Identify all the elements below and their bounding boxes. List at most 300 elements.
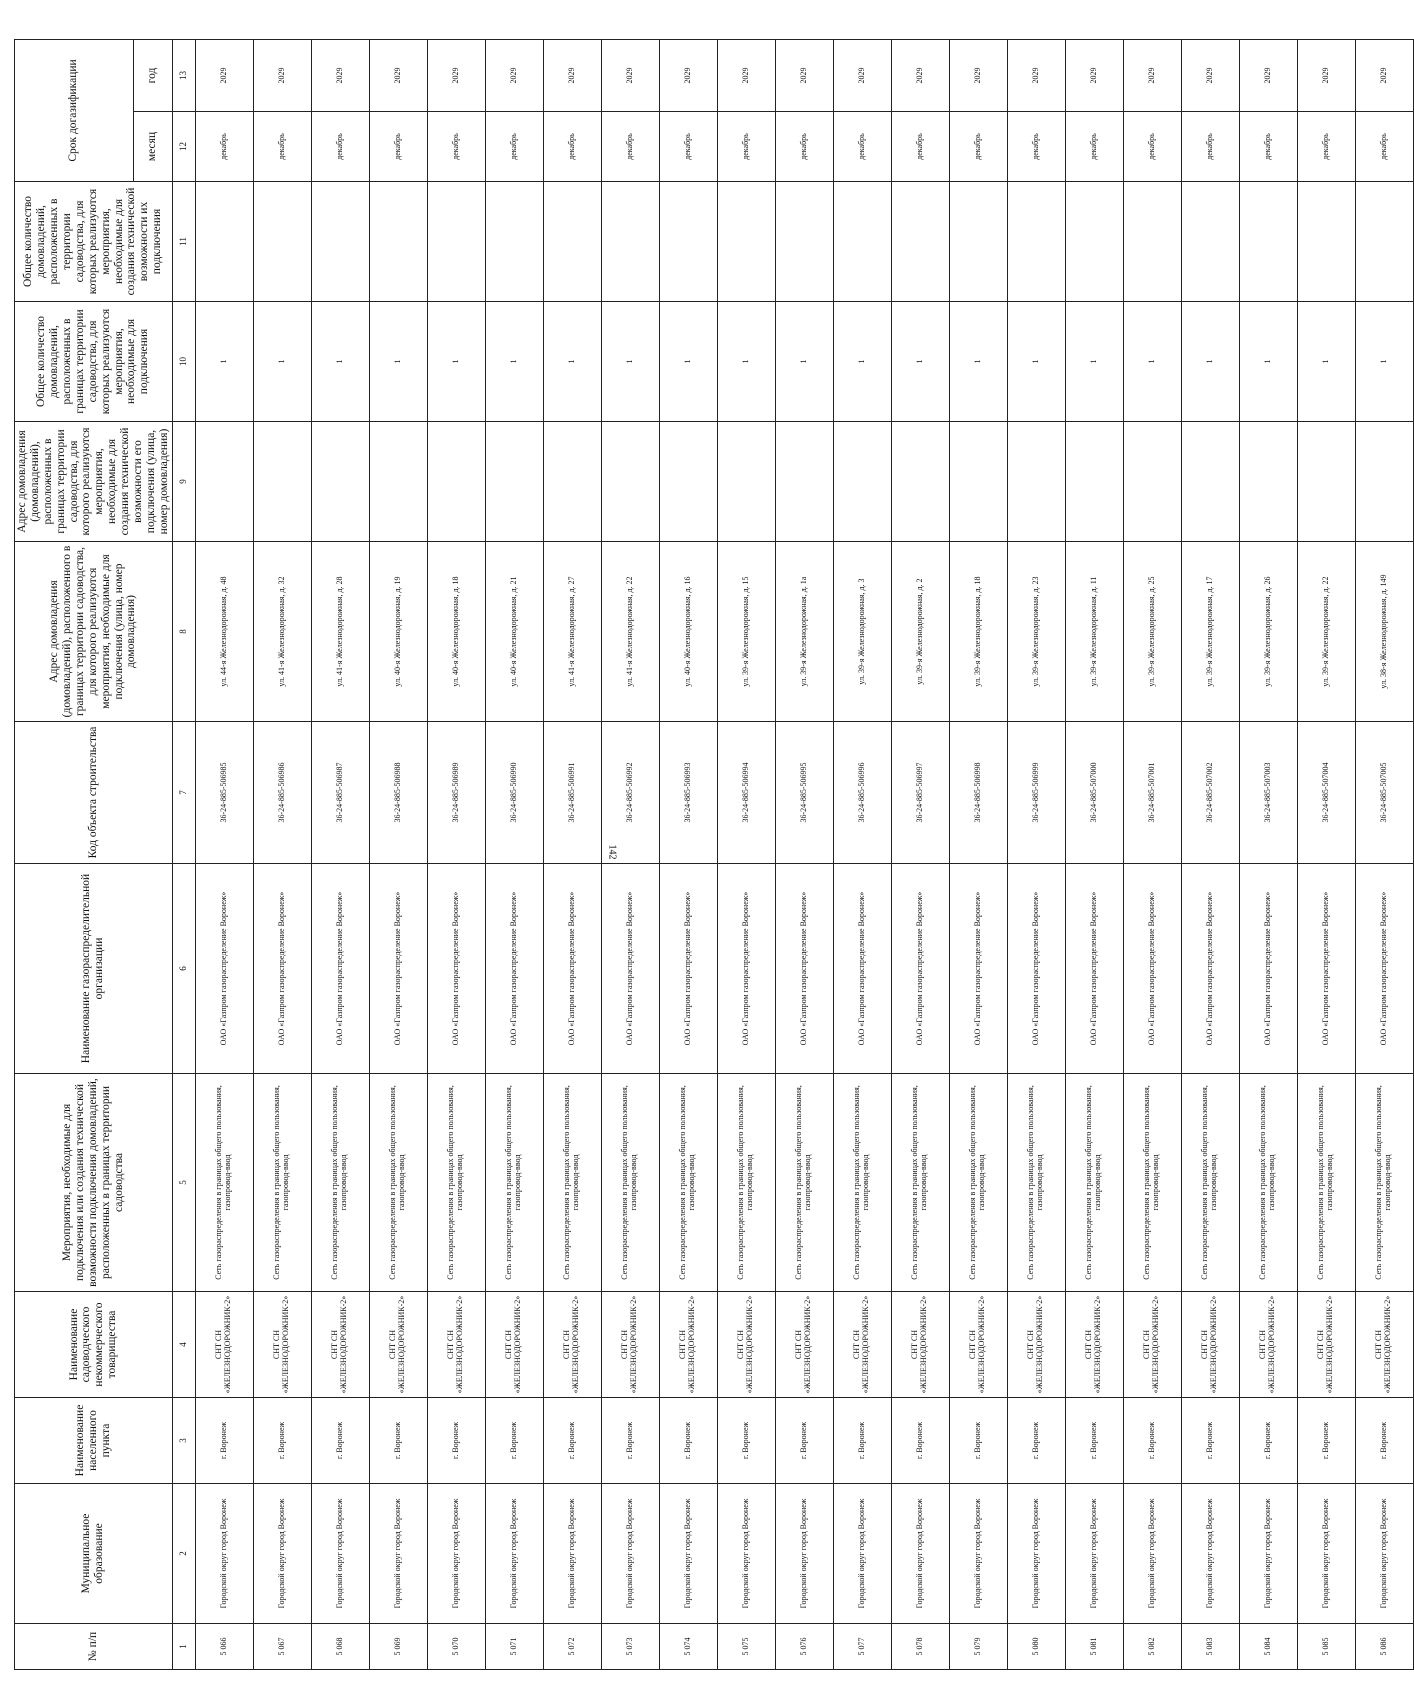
header-cell: Общее количество домовладений, расположенных в территории садоводства, для которых реализуются мероприятия, необходимые для создания технической возможности их подключения	[15, 182, 173, 302]
address-tech-cell	[833, 422, 891, 542]
year-cell: 2029	[1007, 40, 1065, 112]
snt-name-cell: СНТ СН «ЖЕЛЕЗНОДОРОЖНИК-2»	[485, 1292, 543, 1398]
address-tech-cell	[1297, 422, 1355, 542]
settlement-cell: г. Воронеж	[485, 1398, 543, 1484]
object-code-cell: 36-24-885-506989	[427, 722, 485, 864]
settlement-cell: г. Воронеж	[1297, 1398, 1355, 1484]
measure-cell: Сеть газораспределения в границах общего пользования, газопровод-ввод	[1297, 1074, 1355, 1292]
object-code-cell: 36-24-885-507004	[1297, 722, 1355, 864]
count-tech-cell	[833, 182, 891, 302]
municipality-cell: Городской округ город Воронеж	[543, 1484, 601, 1624]
row-number: 5 079	[949, 1624, 1007, 1670]
header-cell: Адрес домовладения (домовладений), расположенного в границах территории садоводства, для которого реализуются мероприятия, необходимые для подключения (улица, номер домовладения)	[15, 542, 173, 722]
month-cell: декабрь	[717, 112, 775, 182]
snt-name-cell: СНТ СН «ЖЕЛЕЗНОДОРОЖНИК-2»	[1355, 1292, 1413, 1398]
municipality-cell: Городской округ город Воронеж	[1239, 1484, 1297, 1624]
municipality-cell: Городской округ город Воронеж	[1007, 1484, 1065, 1624]
count-tech-cell	[1239, 182, 1297, 302]
measure-cell: Сеть газораспределения в границах общего пользования, газопровод-ввод	[1181, 1074, 1239, 1292]
header-cell: Общее количество домовладений, расположенных в границах территории садоводства, для которых реализуются мероприятия, необходимые для подключения	[15, 302, 173, 422]
year-cell: 2029	[601, 40, 659, 112]
table-row	[543, 40, 601, 1670]
snt-name-cell: СНТ СН «ЖЕЛЕЗНОДОРОЖНИК-2»	[1065, 1292, 1123, 1398]
gas-org-cell: ОАО «Газпром газораспределение Воронеж»	[775, 864, 833, 1074]
gas-org-cell: ОАО «Газпром газораспределение Воронеж»	[1007, 864, 1065, 1074]
municipality-cell: Городской округ город Воронеж	[485, 1484, 543, 1624]
snt-name-cell: СНТ СН «ЖЕЛЕЗНОДОРОЖНИК-2»	[311, 1292, 369, 1398]
snt-name-cell: СНТ СН «ЖЕЛЕЗНОДОРОЖНИК-2»	[601, 1292, 659, 1398]
month-cell: декабрь	[1065, 112, 1123, 182]
header-cell: Наименование газораспределительной организации	[15, 864, 173, 1074]
column-number: 3	[172, 1398, 195, 1484]
year-cell: 2029	[1065, 40, 1123, 112]
column-number: 6	[172, 864, 195, 1074]
settlement-cell: г. Воронеж	[717, 1398, 775, 1484]
header-cell: Мероприятия, необходимые для подключения или создания технической возможности подключения домовладений, расположенных в границах территории садоводства	[15, 1074, 173, 1292]
address-cell: ул. 38-я Железнодорожная, д. 149	[1355, 542, 1413, 722]
object-code-cell: 36-24-885-507005	[1355, 722, 1413, 864]
snt-name-cell: СНТ СН «ЖЕЛЕЗНОДОРОЖНИК-2»	[775, 1292, 833, 1398]
count-tech-cell	[195, 182, 253, 302]
measure-cell: Сеть газораспределения в границах общего пользования, газопровод-ввод	[775, 1074, 833, 1292]
object-code-cell: 36-24-885-506999	[1007, 722, 1065, 864]
gas-org-cell: ОАО «Газпром газораспределение Воронеж»	[1355, 864, 1413, 1074]
settlement-cell: г. Воронеж	[311, 1398, 369, 1484]
municipality-cell: Городской округ город Воронеж	[775, 1484, 833, 1624]
address-tech-cell	[1007, 422, 1065, 542]
municipality-cell: Городской округ город Воронеж	[1181, 1484, 1239, 1624]
settlement-cell: г. Воронеж	[427, 1398, 485, 1484]
settlement-cell: г. Воронеж	[1239, 1398, 1297, 1484]
year-cell: 2029	[311, 40, 369, 112]
month-cell: декабрь	[891, 112, 949, 182]
year-cell: 2029	[1355, 40, 1413, 112]
address-cell: ул. 40-я Железнодорожная, д. 21	[485, 542, 543, 722]
year-cell: 2029	[543, 40, 601, 112]
row-number: 5 072	[543, 1624, 601, 1670]
address-tech-cell	[775, 422, 833, 542]
municipality-cell: Городской округ город Воронеж	[369, 1484, 427, 1624]
month-cell: декабрь	[1123, 112, 1181, 182]
gas-org-cell: ОАО «Газпром газораспределение Воронеж»	[659, 864, 717, 1074]
row-number: 5 080	[1007, 1624, 1065, 1670]
object-code-cell: 36-24-885-506998	[949, 722, 1007, 864]
object-code-cell: 36-24-885-506991	[543, 722, 601, 864]
measure-cell: Сеть газораспределения в границах общего пользования, газопровод-ввод	[1065, 1074, 1123, 1292]
count-connection-cell: 1	[717, 302, 775, 422]
count-connection-cell: 1	[1239, 302, 1297, 422]
settlement-cell: г. Воронеж	[543, 1398, 601, 1484]
address-cell: ул. 40-я Железнодорожная, д. 18	[427, 542, 485, 722]
snt-name-cell: СНТ СН «ЖЕЛЕЗНОДОРОЖНИК-2»	[427, 1292, 485, 1398]
row-number: 5 067	[253, 1624, 311, 1670]
gas-org-cell: ОАО «Газпром газораспределение Воронеж»	[1065, 864, 1123, 1074]
settlement-cell: г. Воронеж	[253, 1398, 311, 1484]
month-cell: декабрь	[949, 112, 1007, 182]
table-row	[833, 40, 891, 1670]
object-code-cell: 36-24-885-506994	[717, 722, 775, 864]
snt-name-cell: СНТ СН «ЖЕЛЕЗНОДОРОЖНИК-2»	[1007, 1292, 1065, 1398]
row-number: 5 086	[1355, 1624, 1413, 1670]
snt-name-cell: СНТ СН «ЖЕЛЕЗНОДОРОЖНИК-2»	[833, 1292, 891, 1398]
object-code-cell: 36-24-885-506987	[311, 722, 369, 864]
address-tech-cell	[601, 422, 659, 542]
measure-cell: Сеть газораспределения в границах общего пользования, газопровод-ввод	[485, 1074, 543, 1292]
table-row	[891, 40, 949, 1670]
month-cell: декабрь	[775, 112, 833, 182]
row-number: 5 071	[485, 1624, 543, 1670]
row-number: 5 068	[311, 1624, 369, 1670]
column-number: 5	[172, 1074, 195, 1292]
snt-name-cell: СНТ СН «ЖЕЛЕЗНОДОРОЖНИК-2»	[1297, 1292, 1355, 1398]
count-tech-cell	[1181, 182, 1239, 302]
settlement-cell: г. Воронеж	[1065, 1398, 1123, 1484]
settlement-cell: г. Воронеж	[1123, 1398, 1181, 1484]
count-tech-cell	[427, 182, 485, 302]
count-connection-cell: 1	[601, 302, 659, 422]
row-number: 5 074	[659, 1624, 717, 1670]
address-cell: ул. 39-я Железнодорожная, д. 11	[1065, 542, 1123, 722]
row-number: 5 075	[717, 1624, 775, 1670]
object-code-cell: 36-24-885-506995	[775, 722, 833, 864]
municipality-cell: Городской округ город Воронеж	[659, 1484, 717, 1624]
month-cell: декабрь	[427, 112, 485, 182]
municipality-cell: Городской округ город Воронеж	[949, 1484, 1007, 1624]
municipality-cell: Городской округ город Воронеж	[195, 1484, 253, 1624]
settlement-cell: г. Воронеж	[949, 1398, 1007, 1484]
table-row	[1007, 40, 1065, 1670]
settlement-cell: г. Воронеж	[775, 1398, 833, 1484]
measure-cell: Сеть газораспределения в границах общего пользования, газопровод-ввод	[427, 1074, 485, 1292]
address-cell: ул. 39-я Железнодорожная, д. 2	[891, 542, 949, 722]
measure-cell: Сеть газораспределения в границах общего пользования, газопровод-ввод	[891, 1074, 949, 1292]
table-row	[1181, 40, 1239, 1670]
address-cell: ул. 40-я Железнодорожная, д. 16	[659, 542, 717, 722]
municipality-cell: Городской округ город Воронеж	[1297, 1484, 1355, 1624]
object-code-cell: 36-24-885-506997	[891, 722, 949, 864]
table-row	[775, 40, 833, 1670]
gas-org-cell: ОАО «Газпром газораспределение Воронеж»	[717, 864, 775, 1074]
object-code-cell: 36-24-885-506993	[659, 722, 717, 864]
month-cell: декабрь	[833, 112, 891, 182]
measure-cell: Сеть газораспределения в границах общего пользования, газопровод-ввод	[717, 1074, 775, 1292]
snt-name-cell: СНТ СН «ЖЕЛЕЗНОДОРОЖНИК-2»	[369, 1292, 427, 1398]
address-cell: ул. 41-я Железнодорожная, д. 32	[253, 542, 311, 722]
row-number: 5 076	[775, 1624, 833, 1670]
municipality-cell: Городской округ город Воронеж	[427, 1484, 485, 1624]
count-tech-cell	[1065, 182, 1123, 302]
table-row	[427, 40, 485, 1670]
object-code-cell: 36-24-885-507003	[1239, 722, 1297, 864]
object-code-cell: 36-24-885-507000	[1065, 722, 1123, 864]
month-cell: декабрь	[369, 112, 427, 182]
month-cell: декабрь	[1181, 112, 1239, 182]
year-cell: 2029	[427, 40, 485, 112]
settlement-cell: г. Воронеж	[601, 1398, 659, 1484]
snt-name-cell: СНТ СН «ЖЕЛЕЗНОДОРОЖНИК-2»	[659, 1292, 717, 1398]
count-connection-cell: 1	[543, 302, 601, 422]
column-number: 8	[172, 542, 195, 722]
gas-org-cell: ОАО «Газпром газораспределение Воронеж»	[485, 864, 543, 1074]
address-cell: ул. 41-я Железнодорожная, д. 28	[311, 542, 369, 722]
measure-cell: Сеть газораспределения в границах общего пользования, газопровод-ввод	[1355, 1074, 1413, 1292]
row-number: 5 066	[195, 1624, 253, 1670]
year-cell: 2029	[253, 40, 311, 112]
address-tech-cell	[1181, 422, 1239, 542]
month-cell: декабрь	[253, 112, 311, 182]
column-number-row	[172, 40, 195, 1670]
gas-org-cell: ОАО «Газпром газораспределение Воронеж»	[369, 864, 427, 1074]
count-tech-cell	[1297, 182, 1355, 302]
gas-org-cell: ОАО «Газпром газораспределение Воронеж»	[1297, 864, 1355, 1074]
header-cell: Муниципальное образование	[15, 1484, 173, 1624]
table-row	[659, 40, 717, 1670]
measure-cell: Сеть газораспределения в границах общего пользования, газопровод-ввод	[311, 1074, 369, 1292]
count-connection-cell: 1	[1065, 302, 1123, 422]
row-number: 5 077	[833, 1624, 891, 1670]
municipality-cell: Городской округ город Воронеж	[1123, 1484, 1181, 1624]
count-connection-cell: 1	[369, 302, 427, 422]
count-connection-cell: 1	[427, 302, 485, 422]
year-cell: 2029	[833, 40, 891, 112]
table-row	[949, 40, 1007, 1670]
table-row	[1065, 40, 1123, 1670]
gas-org-cell: ОАО «Газпром газораспределение Воронеж»	[1123, 864, 1181, 1074]
column-number: 13	[172, 40, 195, 112]
row-number: 5 082	[1123, 1624, 1181, 1670]
snt-name-cell: СНТ СН «ЖЕЛЕЗНОДОРОЖНИК-2»	[717, 1292, 775, 1398]
gas-org-cell: ОАО «Газпром газораспределение Воронеж»	[311, 864, 369, 1074]
municipality-cell: Городской округ город Воронеж	[891, 1484, 949, 1624]
table-row	[311, 40, 369, 1670]
object-code-cell: 36-24-885-506996	[833, 722, 891, 864]
snt-name-cell: СНТ СН «ЖЕЛЕЗНОДОРОЖНИК-2»	[253, 1292, 311, 1398]
gas-org-cell: ОАО «Газпром газораспределение Воронеж»	[891, 864, 949, 1074]
table-row	[485, 40, 543, 1670]
header-cell: Адрес домовладения (домовладений), расположенных в границах территории садоводства, для которого реализуются мероприятия, необходимые для создания технической возможности его подключения (улица, номер домовладения)	[15, 422, 173, 542]
header-cell: № п/п	[15, 1624, 173, 1670]
measure-cell: Сеть газораспределения в границах общего пользования, газопровод-ввод	[833, 1074, 891, 1292]
object-code-cell: 36-24-885-506988	[369, 722, 427, 864]
month-cell: декабрь	[543, 112, 601, 182]
snt-name-cell: СНТ СН «ЖЕЛЕЗНОДОРОЖНИК-2»	[1123, 1292, 1181, 1398]
table-row	[717, 40, 775, 1670]
municipality-cell: Городской округ город Воронеж	[1065, 1484, 1123, 1624]
measure-cell: Сеть газораспределения в границах общего пользования, газопровод-ввод	[195, 1074, 253, 1292]
address-tech-cell	[1239, 422, 1297, 542]
address-cell: ул. 39-я Железнодорожная, д. 18	[949, 542, 1007, 722]
address-tech-cell	[1065, 422, 1123, 542]
column-number: 9	[172, 422, 195, 542]
address-tech-cell	[891, 422, 949, 542]
count-tech-cell	[1123, 182, 1181, 302]
gas-org-cell: ОАО «Газпром газораспределение Воронеж»	[1181, 864, 1239, 1074]
municipality-cell: Городской округ город Воронеж	[601, 1484, 659, 1624]
address-tech-cell	[717, 422, 775, 542]
count-connection-cell: 1	[253, 302, 311, 422]
table-row	[369, 40, 427, 1670]
month-cell: декабрь	[1007, 112, 1065, 182]
header-cell: Наименование садоводческого некоммерческого товарищества	[15, 1292, 173, 1398]
object-code-cell: 36-24-885-506992	[601, 722, 659, 864]
column-number: 7	[172, 722, 195, 864]
address-tech-cell	[427, 422, 485, 542]
address-tech-cell	[659, 422, 717, 542]
count-connection-cell: 1	[1297, 302, 1355, 422]
municipality-cell: Городской округ город Воронеж	[311, 1484, 369, 1624]
object-code-cell: 36-24-885-506986	[253, 722, 311, 864]
header-cell: Код объекта строительства	[15, 722, 173, 864]
count-tech-cell	[485, 182, 543, 302]
count-connection-cell: 1	[891, 302, 949, 422]
address-cell: ул. 39-я Железнодорожная, д. 23	[1007, 542, 1065, 722]
page-number: 142	[606, 844, 618, 860]
address-cell: ул. 39-я Железнодорожная, д. 15	[717, 542, 775, 722]
row-number: 5 085	[1297, 1624, 1355, 1670]
settlement-cell: г. Воронеж	[833, 1398, 891, 1484]
address-tech-cell	[369, 422, 427, 542]
row-number: 5 083	[1181, 1624, 1239, 1670]
column-number: 1	[172, 1624, 195, 1670]
table-row	[1123, 40, 1181, 1670]
header-cell: Наименование населенного пункта	[15, 1398, 173, 1484]
count-connection-cell: 1	[949, 302, 1007, 422]
year-cell: 2029	[369, 40, 427, 112]
object-code-cell: 36-24-885-507001	[1123, 722, 1181, 864]
count-tech-cell	[311, 182, 369, 302]
year-cell: 2029	[891, 40, 949, 112]
row-number: 5 069	[369, 1624, 427, 1670]
municipality-cell: Городской округ город Воронеж	[253, 1484, 311, 1624]
measure-cell: Сеть газораспределения в границах общего пользования, газопровод-ввод	[659, 1074, 717, 1292]
gas-org-cell: ОАО «Газпром газораспределение Воронеж»	[427, 864, 485, 1074]
count-tech-cell	[891, 182, 949, 302]
address-cell: ул. 39-я Железнодорожная, д. 25	[1123, 542, 1181, 722]
row-number: 5 070	[427, 1624, 485, 1670]
municipality-cell: Городской округ город Воронеж	[833, 1484, 891, 1624]
gas-org-cell: ОАО «Газпром газораспределение Воронеж»	[949, 864, 1007, 1074]
address-cell: ул. 39-я Железнодорожная, д. 3	[833, 542, 891, 722]
year-cell: 2029	[195, 40, 253, 112]
month-cell: декабрь	[311, 112, 369, 182]
settlement-cell: г. Воронеж	[659, 1398, 717, 1484]
settlement-cell: г. Воронеж	[1181, 1398, 1239, 1484]
settlement-cell: г. Воронеж	[891, 1398, 949, 1484]
measure-cell: Сеть газораспределения в границах общего пользования, газопровод-ввод	[1239, 1074, 1297, 1292]
year-cell: 2029	[1297, 40, 1355, 112]
header-cell: год	[133, 40, 172, 112]
address-cell: ул. 41-я Железнодорожная, д. 27	[543, 542, 601, 722]
gas-org-cell: ОАО «Газпром газораспределение Воронеж»	[543, 864, 601, 1074]
address-cell: ул. 39-я Железнодорожная, д. 22	[1297, 542, 1355, 722]
table-row	[1239, 40, 1297, 1670]
address-cell: ул. 44-я Железнодорожная, д. 48	[195, 542, 253, 722]
year-cell: 2029	[1123, 40, 1181, 112]
month-cell: декабрь	[485, 112, 543, 182]
snt-name-cell: СНТ СН «ЖЕЛЕЗНОДОРОЖНИК-2»	[949, 1292, 1007, 1398]
year-cell: 2029	[775, 40, 833, 112]
count-connection-cell: 1	[1123, 302, 1181, 422]
address-tech-cell	[1355, 422, 1413, 542]
year-cell: 2029	[949, 40, 1007, 112]
gas-org-cell: ОАО «Газпром газораспределение Воронеж»	[195, 864, 253, 1074]
address-cell: ул. 39-я Железнодорожная, д. 17	[1181, 542, 1239, 722]
gas-org-cell: ОАО «Газпром газораспределение Воронеж»	[1239, 864, 1297, 1074]
row-number: 5 073	[601, 1624, 659, 1670]
month-cell: декабрь	[601, 112, 659, 182]
count-tech-cell	[1007, 182, 1065, 302]
table-row	[1355, 40, 1413, 1670]
gas-org-cell: ОАО «Газпром газораспределение Воронеж»	[833, 864, 891, 1074]
settlement-cell: г. Воронеж	[1355, 1398, 1413, 1484]
count-tech-cell	[601, 182, 659, 302]
year-cell: 2029	[1181, 40, 1239, 112]
address-tech-cell	[543, 422, 601, 542]
snt-name-cell: СНТ СН «ЖЕЛЕЗНОДОРОЖНИК-2»	[1181, 1292, 1239, 1398]
table-row	[253, 40, 311, 1670]
municipality-cell: Городской округ город Воронеж	[717, 1484, 775, 1624]
year-cell: 2029	[485, 40, 543, 112]
count-tech-cell	[253, 182, 311, 302]
count-connection-cell: 1	[485, 302, 543, 422]
table-row	[601, 40, 659, 1670]
count-connection-cell: 1	[1355, 302, 1413, 422]
settlement-cell: г. Воронеж	[369, 1398, 427, 1484]
count-tech-cell	[1355, 182, 1413, 302]
settlement-cell: г. Воронеж	[1007, 1398, 1065, 1484]
year-cell: 2029	[717, 40, 775, 112]
address-tech-cell	[311, 422, 369, 542]
gasification-table	[14, 39, 1414, 1670]
column-number: 10	[172, 302, 195, 422]
measure-cell: Сеть газораспределения в границах общего пользования, газопровод-ввод	[1007, 1074, 1065, 1292]
year-cell: 2029	[1239, 40, 1297, 112]
month-cell: декабрь	[1355, 112, 1413, 182]
snt-name-cell: СНТ СН «ЖЕЛЕЗНОДОРОЖНИК-2»	[195, 1292, 253, 1398]
count-tech-cell	[949, 182, 1007, 302]
row-number: 5 081	[1065, 1624, 1123, 1670]
row-number: 5 078	[891, 1624, 949, 1670]
count-connection-cell: 1	[195, 302, 253, 422]
object-code-cell: 36-24-885-507002	[1181, 722, 1239, 864]
snt-name-cell: СНТ СН «ЖЕЛЕЗНОДОРОЖНИК-2»	[891, 1292, 949, 1398]
month-cell: декабрь	[1239, 112, 1297, 182]
count-tech-cell	[717, 182, 775, 302]
address-tech-cell	[195, 422, 253, 542]
count-tech-cell	[775, 182, 833, 302]
address-cell: ул. 41-я Железнодорожная, д. 22	[601, 542, 659, 722]
object-code-cell: 36-24-885-506990	[485, 722, 543, 864]
address-cell: ул. 40-я Железнодорожная, д. 19	[369, 542, 427, 722]
gas-org-cell: ОАО «Газпром газораспределение Воронеж»	[253, 864, 311, 1074]
count-connection-cell: 1	[311, 302, 369, 422]
year-cell: 2029	[659, 40, 717, 112]
measure-cell: Сеть газораспределения в границах общего пользования, газопровод-ввод	[543, 1074, 601, 1292]
address-tech-cell	[485, 422, 543, 542]
row-number: 5 084	[1239, 1624, 1297, 1670]
measure-cell: Сеть газораспределения в границах общего пользования, газопровод-ввод	[253, 1074, 311, 1292]
address-tech-cell	[253, 422, 311, 542]
settlement-cell: г. Воронеж	[195, 1398, 253, 1484]
month-cell: декабрь	[659, 112, 717, 182]
column-number: 4	[172, 1292, 195, 1398]
count-tech-cell	[659, 182, 717, 302]
address-cell: ул. 39-я Железнодорожная, д. 26	[1239, 542, 1297, 722]
count-tech-cell	[543, 182, 601, 302]
municipality-cell: Городской округ город Воронеж	[1355, 1484, 1413, 1624]
header-cell: месяц	[133, 112, 172, 182]
rotated-table-container	[14, 40, 1392, 1670]
